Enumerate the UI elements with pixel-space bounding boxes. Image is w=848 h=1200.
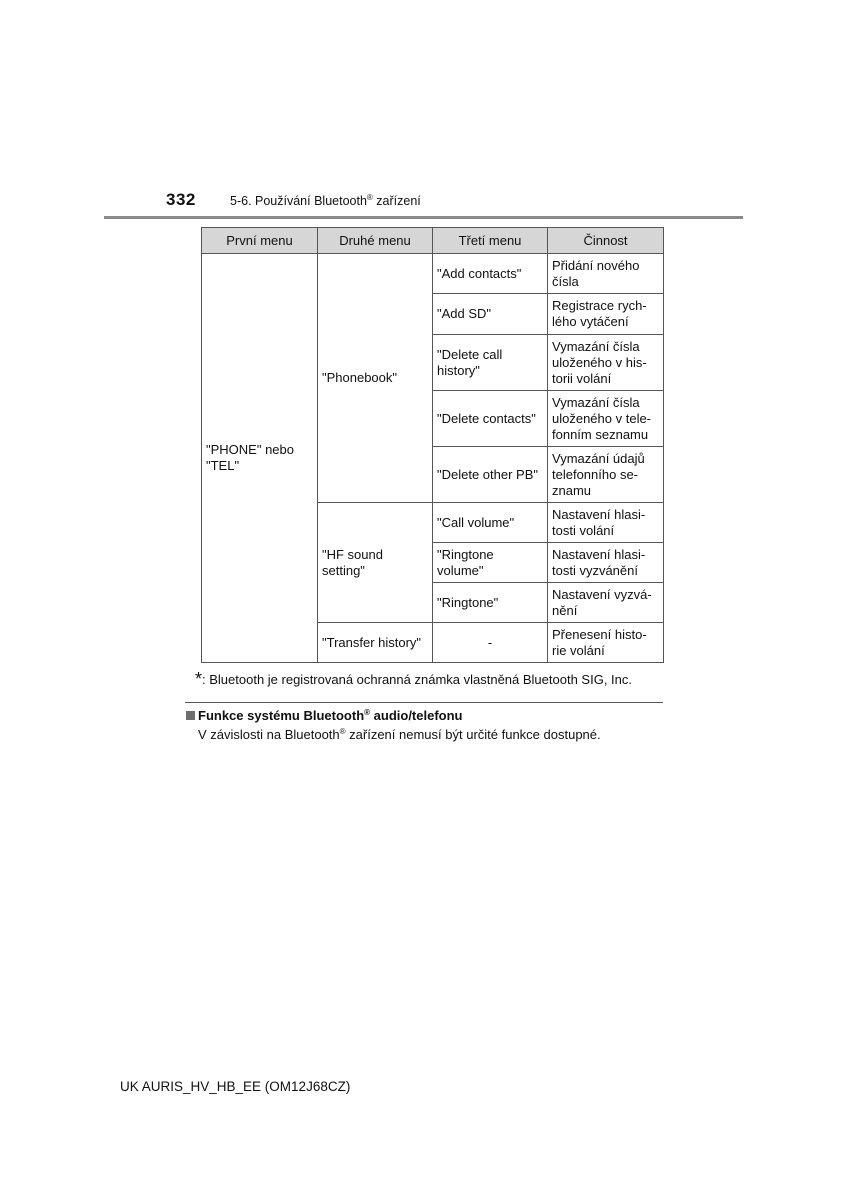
subsection-text-prefix: V závislosti na Bluetooth — [198, 727, 340, 742]
subsection-text-suffix: zařízení nemusí být určité funkce dostupné. — [345, 727, 601, 742]
third-menu-cell: "Delete contacts" — [433, 391, 548, 447]
section-title-suffix: zařízení — [372, 194, 421, 208]
footnote — [195, 669, 632, 690]
third-menu-cell: "Delete call history" — [433, 335, 548, 391]
subsection-heading-suffix: audio/telefonu — [370, 708, 463, 723]
column-header: Třetí menu — [433, 228, 548, 254]
second-menu-cell: "HF sound setting" — [318, 503, 433, 623]
third-menu-cell: "Add SD" — [433, 294, 548, 335]
footnote-star: * — [195, 669, 203, 689]
action-cell: Nastavení vyzvá-nění — [548, 583, 664, 623]
table-row — [202, 254, 664, 294]
action-cell: Přenesení histo-rie volání — [548, 623, 664, 663]
action-cell: Registrace rych-lého vytáčení — [548, 294, 664, 335]
action-cell: Nastavení hlasi-tosti vyzvánění — [548, 543, 664, 583]
table-header-row — [202, 228, 664, 254]
column-header: Druhé menu — [318, 228, 433, 254]
second-menu-cell: "Transfer history" — [318, 623, 433, 663]
second-menu-cell: "Phonebook" — [318, 254, 433, 503]
menu-table — [201, 227, 664, 663]
footnote-text: : Bluetooth je registrovaná ochranná známka vlastněná Bluetooth SIG, Inc. — [202, 672, 632, 687]
header-rule — [104, 216, 743, 219]
page-number: 332 — [166, 190, 196, 209]
action-cell: Vymazání čísla uloženého v his-torii volání — [548, 335, 664, 391]
subsection-heading — [186, 708, 463, 723]
action-cell: Přidání nového čísla — [548, 254, 664, 294]
third-menu-cell: "Ringtone" — [433, 583, 548, 623]
registered-mark: ® — [364, 708, 371, 717]
section-title-prefix: 5-6. Používání Bluetooth — [230, 194, 367, 208]
third-menu-cell: "Call volume" — [433, 503, 548, 543]
column-header: Činnost — [548, 228, 664, 254]
subsection-text — [198, 727, 601, 742]
registered-mark: ® — [366, 193, 373, 202]
column-header: První menu — [202, 228, 318, 254]
third-menu-cell: "Add contacts" — [433, 254, 548, 294]
registered-mark: ® — [339, 727, 346, 736]
third-menu-cell: - — [433, 623, 548, 663]
square-bullet-icon — [186, 711, 195, 720]
action-cell: Nastavení hlasi-tosti volání — [548, 503, 664, 543]
action-cell: Vymazání čísla uloženého v tele-fonním seznamu — [548, 391, 664, 447]
section-title — [230, 194, 421, 208]
third-menu-cell: "Delete other PB" — [433, 447, 548, 503]
document-code: UK AURIS_HV_HB_EE (OM12J68CZ) — [120, 1079, 351, 1094]
subsection-heading-prefix: Funkce systému Bluetooth — [198, 708, 365, 723]
action-cell: Vymazání údajů telefonního se-znamu — [548, 447, 664, 503]
subsection-rule — [185, 702, 663, 703]
first-menu-cell: "PHONE" nebo "TEL" — [202, 254, 318, 663]
third-menu-cell: "Ringtone volume" — [433, 543, 548, 583]
